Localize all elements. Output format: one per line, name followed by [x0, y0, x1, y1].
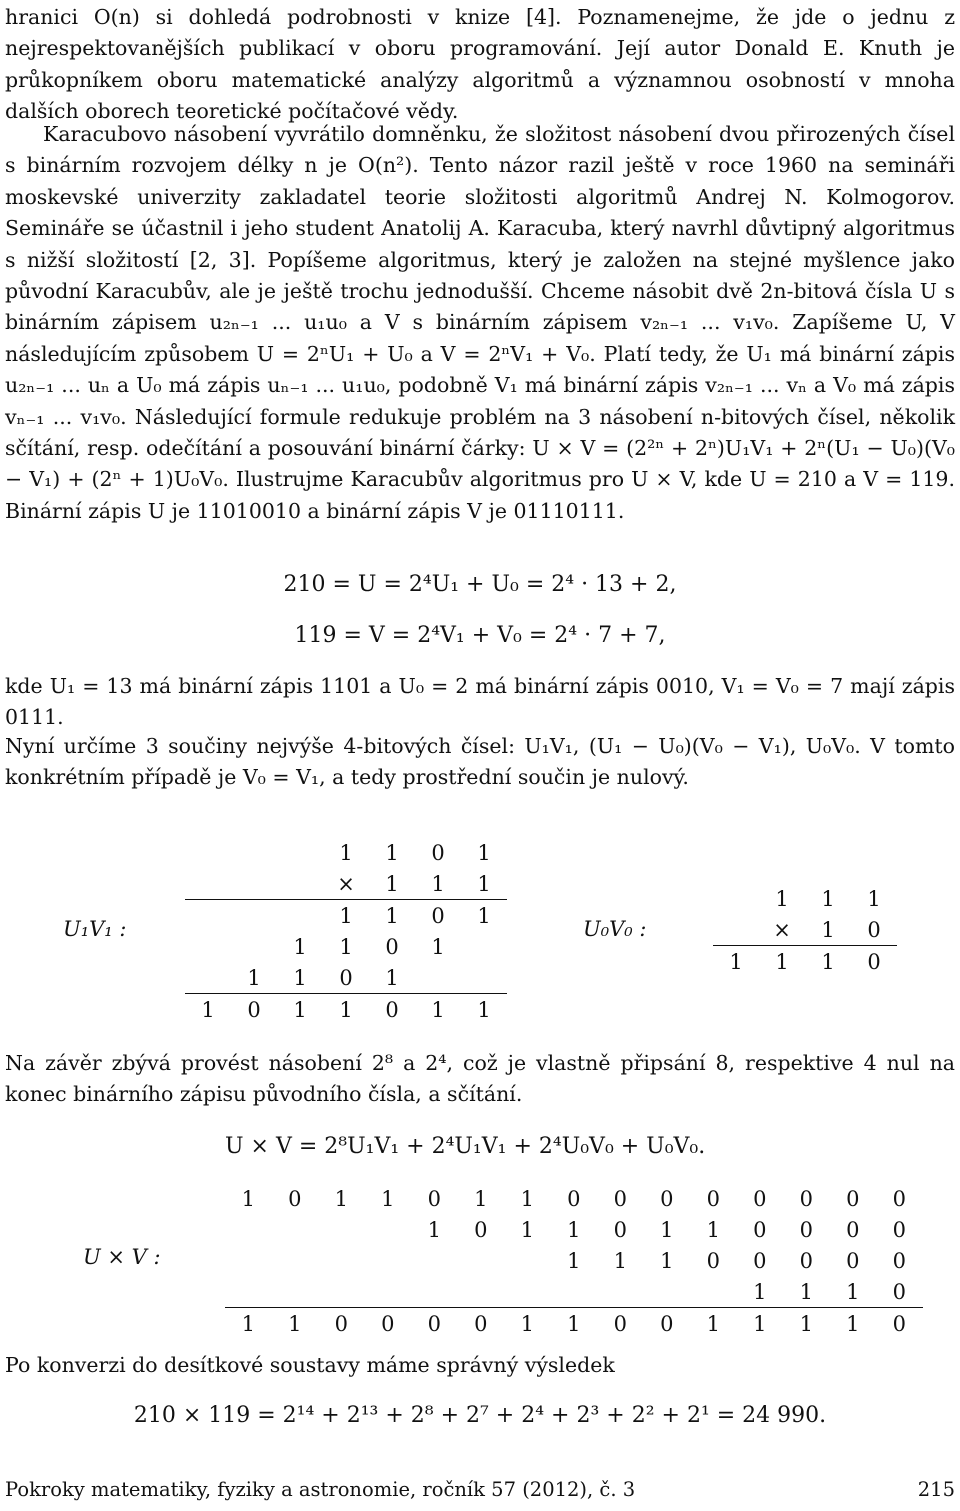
digit-cell: 1 [431, 997, 445, 1022]
digit-cell: 1 [613, 1248, 627, 1273]
equation-u-text: 210 = U = 2⁴U₁ + U₀ = 2⁴ · 13 + 2, [283, 572, 677, 597]
digit-cell: 1 [241, 1311, 255, 1336]
grid-row [713, 914, 897, 945]
digit-cell: 1 [241, 1186, 255, 1211]
digit-cell: 1 [385, 965, 399, 990]
digit-cell: × [337, 871, 355, 896]
paragraph-shift [5, 1048, 955, 1111]
digit-cell: 0 [892, 1279, 906, 1304]
digit-cell: 1 [775, 886, 789, 911]
digit-cell: 0 [247, 997, 261, 1022]
digit-cell: 0 [427, 1311, 441, 1336]
digit-cell: 1 [339, 997, 353, 1022]
digit-cell: 0 [846, 1248, 860, 1273]
grid-row [713, 945, 897, 977]
text-top: hranici O(n) si dohledá podrobnosti v knize [4]. Poznamenejme, že jde o jednu z nejrespektovanějších publikací v oboru programování. Její autor Donald E. Knuth je průkopníkem oboru matematické analýzy algoritmů a významnou osobností v mnoha dalších oborech teoretické počítačové vědy. [5, 5, 955, 124]
equation-sum [225, 1134, 705, 1159]
digit-cell: 1 [729, 949, 743, 974]
digit-cell: 0 [892, 1311, 906, 1336]
digit-cell: 1 [288, 1311, 302, 1336]
digit-cell: 1 [474, 1186, 488, 1211]
grid-row [185, 868, 507, 899]
digit-cell: 1 [201, 997, 215, 1022]
text-shift: Na závěr zbývá provést násobení 2⁸ a 2⁴, což je vlastně připsání 8, respektive 4 nul na konec binárního zápisu původního čísla, a sčítání. [5, 1051, 955, 1107]
digit-cell: 0 [867, 917, 881, 942]
digit-cell: 1 [520, 1217, 534, 1242]
paragraph-top [5, 2, 955, 128]
grid-row [225, 1276, 923, 1307]
equation-v-text: 119 = V = 2⁴V₁ + V₀ = 2⁴ · 7 + 7, [294, 623, 666, 648]
grid-row [713, 883, 897, 914]
digit-cell: 1 [775, 949, 789, 974]
paragraph-karacuba [5, 119, 955, 527]
equation-u [5, 572, 955, 597]
digit-cell: 1 [477, 997, 491, 1022]
digit-cell: 0 [431, 840, 445, 865]
digit-cell: 1 [477, 840, 491, 865]
digit-cell: 0 [892, 1248, 906, 1273]
digit-cell: 0 [799, 1248, 813, 1273]
digit-cell: 0 [385, 997, 399, 1022]
digit-cell: 1 [520, 1186, 534, 1211]
digit-cell: 1 [567, 1311, 581, 1336]
digit-cell: 1 [660, 1217, 674, 1242]
text-convert: Po konverzi do desítkové soustavy máme správný výsledek [5, 1353, 615, 1377]
grid-row [185, 931, 507, 962]
digit-cell: 0 [846, 1186, 860, 1211]
digit-cell: 0 [613, 1217, 627, 1242]
digit-cell: 1 [385, 840, 399, 865]
digit-cell: 1 [385, 903, 399, 928]
digit-cell: 0 [892, 1217, 906, 1242]
digit-cell: 0 [660, 1186, 674, 1211]
digit-cell: 1 [339, 934, 353, 959]
digit-cell: 1 [293, 965, 307, 990]
sum-table-label: U × V : [83, 1245, 161, 1269]
digit-cell: 1 [293, 934, 307, 959]
digit-cell: 0 [846, 1217, 860, 1242]
digit-cell: 1 [339, 840, 353, 865]
digit-cell: 0 [381, 1311, 395, 1336]
paragraph-convert [5, 1350, 955, 1381]
equation-v [5, 623, 955, 648]
digit-cell: 0 [706, 1248, 720, 1273]
digit-cell: 0 [753, 1186, 767, 1211]
grid-row [185, 962, 507, 993]
digit-cell: 0 [567, 1186, 581, 1211]
digit-cell: 0 [753, 1248, 767, 1273]
equation-final [5, 1403, 955, 1428]
grid-row [185, 837, 507, 868]
digit-cell: 0 [706, 1186, 720, 1211]
mult-u1v1-grid [185, 837, 507, 1025]
digit-cell: 0 [288, 1186, 302, 1211]
text-karacuba: Karacubovo násobení vyvrátilo domněnku, že složitost násobení dvou přirozených čísel s binárním rozvojem délky n je O(n²). Tento názor razil ještě v roce 1960 na semináři moskevské univerzity zakladatel teorie složitosti algoritmů Andrej N. Kolmogorov. Semináře se účastnil i jeho student Anatolij A. Karacuba, který navrhl důvtipný algoritmus s nižší složitostí [2, 3]. Popíšeme algoritmus, který je založen na stejné myšlence jako původní Karacubův, ale je ještě trochu jednodušší. Chceme násobit dvě 2n-bitová čísla U s binárním zápisem u₂ₙ₋₁ ... u₁u₀ a V s binárním zápisem v₂ₙ₋₁ ... v₁v₀. Zapíšeme U, V následujícím způsobem U = 2ⁿU₁ + U₀ a V = 2ⁿV₁ + V₀. Platí tedy, že U₁ má binární zápis u₂ₙ₋₁ ... uₙ a U₀ má zápis uₙ₋₁ ... u₁u₀, podobně V₁ má binární zápis v₂ₙ₋₁ ... vₙ a V₀ má zápis vₙ₋₁ ... v₁v₀. Následující formule redukuje problém na 3 násobení n-bitových čísel, několik sčítání, resp. odečítání a posouvání binární čárky: U × V = (2²ⁿ + 2ⁿ)U₁V₁ + 2ⁿ(U₁ − U₀)(V₀ − V₁) + (2ⁿ + 1)U₀V₀. Ilustrujme Karacubův algoritmus pro U × V, kde U = 210 a V = 119. Binární zápis U je 11010010 a binární zápis V je 01110111. [5, 122, 955, 523]
digit-cell: 1 [821, 886, 835, 911]
digit-cell: 0 [660, 1311, 674, 1336]
digit-cell: 1 [799, 1311, 813, 1336]
digit-cell: 1 [706, 1311, 720, 1336]
digit-cell: 1 [520, 1311, 534, 1336]
digit-cell: 0 [474, 1311, 488, 1336]
digit-cell: 1 [385, 871, 399, 896]
digit-cell: 1 [821, 949, 835, 974]
digit-cell: 1 [339, 903, 353, 928]
digit-cell: 0 [427, 1186, 441, 1211]
digit-cell: 0 [613, 1311, 627, 1336]
grid-row [185, 899, 507, 931]
digit-cell: 1 [567, 1248, 581, 1273]
digit-cell: 0 [613, 1186, 627, 1211]
digit-cell: 0 [431, 903, 445, 928]
digit-cell: 0 [799, 1217, 813, 1242]
paragraph-kde [5, 671, 955, 734]
digit-cell: 1 [799, 1279, 813, 1304]
digit-cell: 1 [247, 965, 261, 990]
grid-row [225, 1245, 923, 1276]
digit-cell: 0 [892, 1186, 906, 1211]
footer-page-number: 215 [917, 1478, 955, 1501]
digit-cell: 0 [753, 1217, 767, 1242]
digit-cell: 1 [660, 1248, 674, 1273]
equation-final-text: 210 × 119 = 2¹⁴ + 2¹³ + 2⁸ + 2⁷ + 2⁴ + 2³ + 2² + 2¹ = 24 990. [133, 1403, 827, 1428]
digit-cell: 0 [799, 1186, 813, 1211]
digit-cell: 1 [427, 1217, 441, 1242]
digit-cell: 0 [339, 965, 353, 990]
footer-journal: Pokroky matematiky, fyziky a astronomie, ročník 57 (2012), č. 3 [5, 1478, 636, 1501]
digit-cell: 0 [474, 1217, 488, 1242]
grid-row [225, 1307, 923, 1339]
text-kde: kde U₁ = 13 má binární zápis 1101 a U₀ = 2 má binární zápis 0010, V₁ = V₀ = 7 mají zápis 0111. [5, 674, 955, 730]
digit-cell: 1 [706, 1217, 720, 1242]
mult-u0v0-grid [713, 883, 897, 977]
digit-cell: 1 [477, 871, 491, 896]
digit-cell: 0 [867, 949, 881, 974]
digit-cell: 1 [293, 997, 307, 1022]
digit-cell: 1 [381, 1186, 395, 1211]
equation-sum-text: U × V = 2⁸U₁V₁ + 2⁴U₁V₁ + 2⁴U₀V₀ + U₀V₀. [225, 1134, 706, 1159]
digit-cell: 1 [846, 1311, 860, 1336]
digit-cell: 0 [334, 1311, 348, 1336]
digit-cell: × [773, 917, 791, 942]
digit-cell: 1 [334, 1186, 348, 1211]
digit-cell: 1 [431, 934, 445, 959]
grid-row [225, 1183, 923, 1214]
grid-row [225, 1214, 923, 1245]
digit-cell: 1 [867, 886, 881, 911]
grid-row [185, 993, 507, 1025]
mult-u0v0-label: U₀V₀ : [583, 917, 647, 941]
paragraph-products [5, 731, 955, 794]
digit-cell: 1 [431, 871, 445, 896]
digit-cell: 1 [567, 1217, 581, 1242]
digit-cell: 1 [477, 903, 491, 928]
digit-cell: 1 [821, 917, 835, 942]
digit-cell: 1 [753, 1279, 767, 1304]
digit-cell: 0 [385, 934, 399, 959]
mult-u1v1-label: U₁V₁ : [63, 917, 127, 941]
sum-table-grid [225, 1183, 923, 1339]
text-products: Nyní určíme 3 součiny nejvýše 4-bitových čísel: U₁V₁, (U₁ − U₀)(V₀ − V₁), U₀V₀. V tomto konkrétním případě je V₀ = V₁, a tedy prostřední součin je nulový. [5, 734, 955, 790]
digit-cell: 1 [846, 1279, 860, 1304]
page-footer [5, 1478, 955, 1501]
digit-cell: 1 [753, 1311, 767, 1336]
